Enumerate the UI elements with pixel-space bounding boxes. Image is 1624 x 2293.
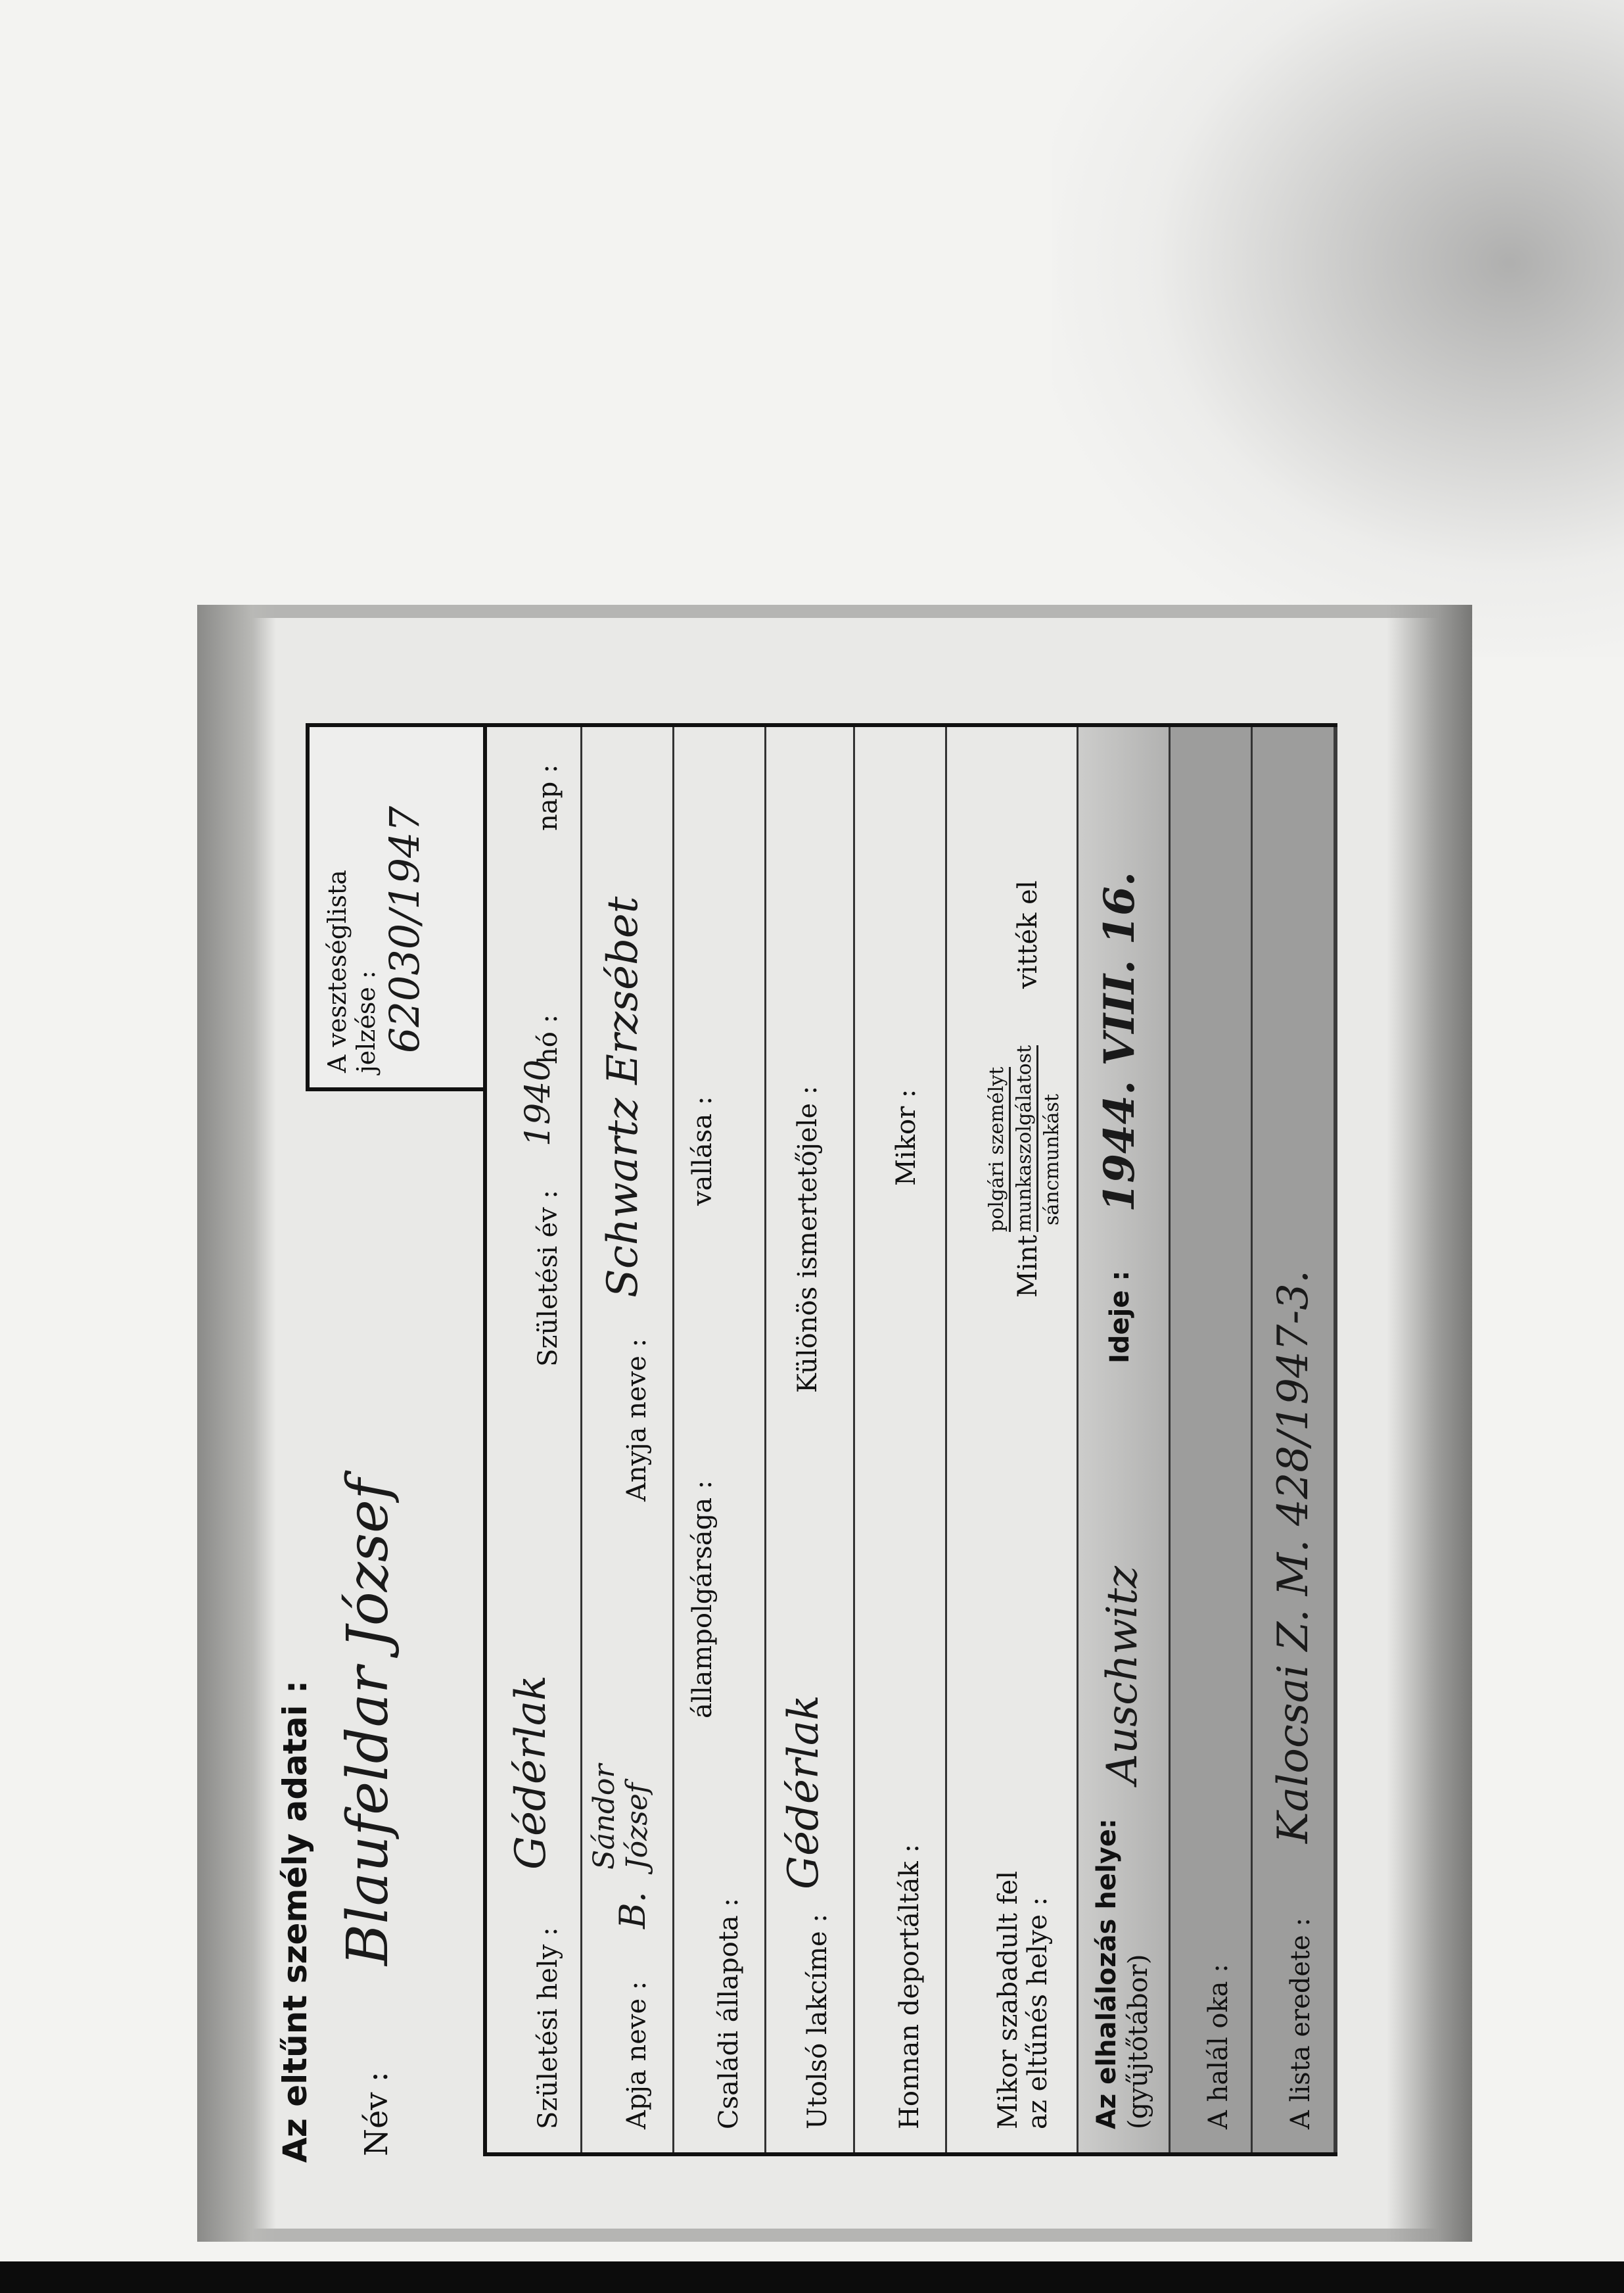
row-address (766, 727, 855, 2152)
row-release (947, 727, 1079, 2152)
loss-list-value: 62030/1947 (381, 806, 429, 1053)
name-label: Név : (358, 2071, 395, 2156)
option-civilian: polgári személyt (985, 1067, 1011, 1232)
loss-list-sublabel: jelzése : (352, 970, 381, 1073)
row-deportation (855, 727, 947, 2152)
list-origin-value: Kalocsai Z. M. 428/1947-3. (1269, 1269, 1318, 1843)
marital-status-label: Családi állapota : (714, 1898, 744, 2129)
when-label: Mikor : (891, 1089, 921, 1186)
mother-name-label: Anyja neve : (622, 1338, 652, 1501)
list-origin-label: A lista eredete : (1286, 1917, 1316, 2129)
day-label: nap : (533, 764, 563, 831)
row-status (674, 727, 766, 2152)
birth-year-value: 1940 (519, 1059, 558, 1146)
death-place-value: Auschwitz (1098, 1565, 1147, 1784)
mint-label: Mint (1013, 1235, 1043, 1298)
name-value: Blaufeldar József (335, 1478, 401, 1966)
last-address-value: Gédérlak (779, 1695, 828, 1889)
row-birth (487, 727, 582, 2152)
father-name-label: Apja neve : (622, 1981, 652, 2129)
father-prefix: B. (612, 1891, 653, 1929)
citizenship-label: állampolgársága : (687, 1480, 718, 1718)
death-place-sublabel: (gyűjtőtábor) (1123, 1954, 1153, 2129)
distinguishing-marks-label: Különös ismertetőjele : (793, 1085, 823, 1393)
option-labor-service: munkaszolgálatost (1013, 1045, 1038, 1232)
father-name-lower: József (620, 1782, 654, 1870)
loss-list-box (306, 723, 483, 1091)
taken-away-label: vitték el (1013, 880, 1043, 989)
row-death-place (1079, 727, 1171, 2152)
death-place-label: Az elhalálozás helye: (1092, 1818, 1122, 2129)
religion-label: vallása : (687, 1096, 718, 1206)
scan-noise (1052, 0, 1624, 657)
scanner-edge-band (0, 2261, 1624, 2293)
death-date-value: 1944. VIII. 16. (1095, 871, 1144, 1212)
father-name-upper: Sándor (588, 1764, 621, 1870)
release-label-line2: az eltűnés helye : (1023, 1897, 1053, 2129)
month-label: hó : (533, 1014, 563, 1064)
rotated-card-content (197, 605, 1472, 2242)
row-death-cause (1171, 727, 1253, 2152)
birthplace-value: Gédérlak (507, 1675, 555, 1870)
row-list-origin (1253, 727, 1337, 2152)
birthplace-label: Születési hely : (533, 1927, 563, 2129)
loss-list-label: A veszteséglista (323, 870, 352, 1073)
birth-year-label: Születési év : (533, 1190, 563, 1367)
last-address-label: Utolsó lakcíme : (802, 1914, 833, 2129)
row-parents (582, 727, 674, 2152)
card-edge-shadow-top (197, 605, 276, 2242)
card-title: Az eltűnt személy adatai : (276, 1680, 314, 2163)
card-edge-shadow-bottom (1387, 605, 1472, 2242)
release-label-line1: Mikor szabadult fel (993, 1870, 1023, 2129)
fields-table (483, 723, 1337, 2156)
death-cause-label: A halál oka : (1203, 1964, 1234, 2129)
deported-from-label: Honnan deportálták : (894, 1844, 925, 2129)
mother-name-value: Schwartz Erzsébet (599, 896, 647, 1298)
option-trench-work: sáncmunkást (1040, 1093, 1063, 1225)
death-date-label: Ideje : (1105, 1270, 1135, 1363)
